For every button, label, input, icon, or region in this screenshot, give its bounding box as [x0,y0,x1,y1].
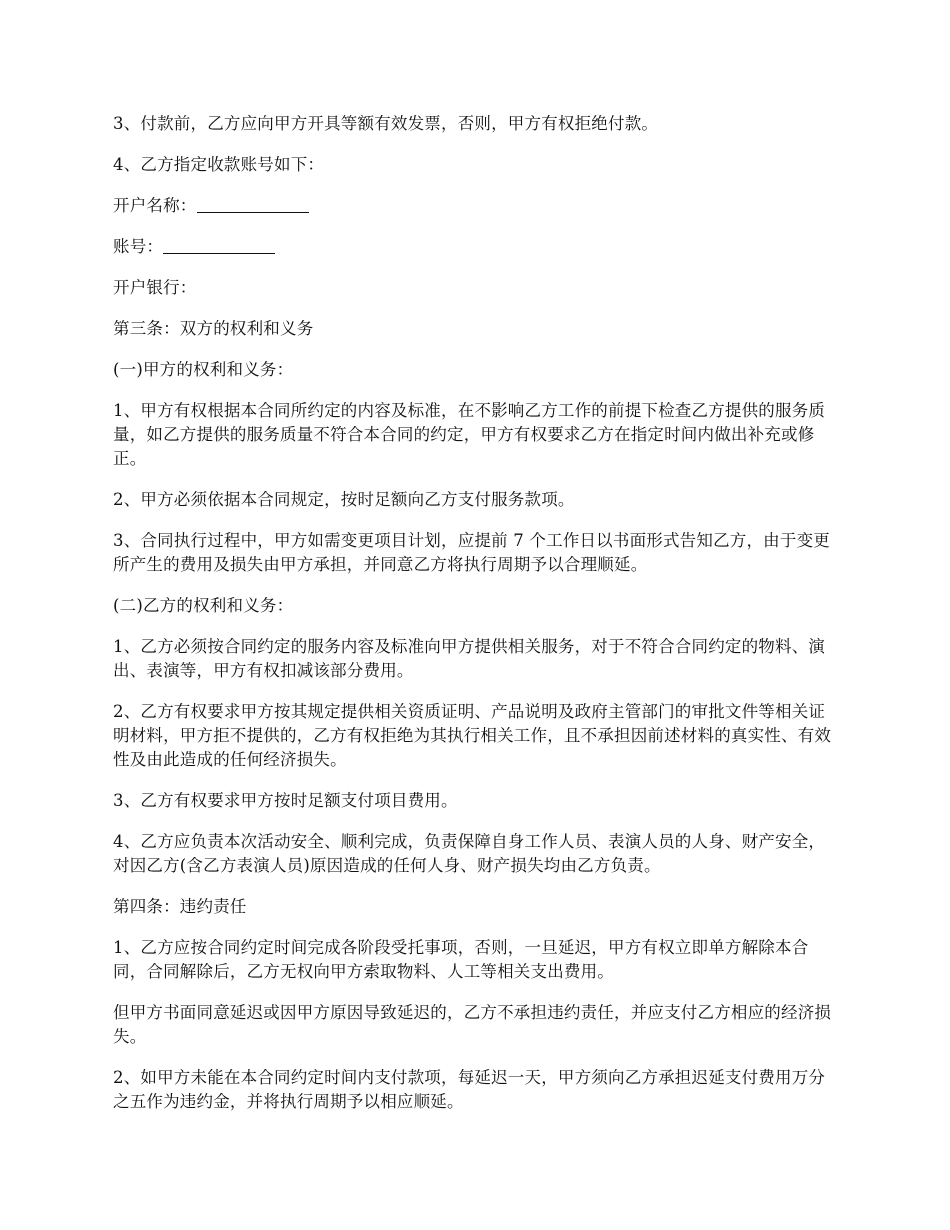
account-name-blank [197,196,309,213]
document-body [113,112,833,1131]
paragraph-account-number [113,235,833,259]
account-number-label: 账号： [113,237,164,256]
paragraph-b-4: 4、乙方应负责本次活动安全、顺利完成，负责保障自身工作人员、表演人员的人身、财产安全，对因乙方(含乙方表演人员)原因造成的任何人身、财产损失均由乙方负责。 [113,832,826,875]
account-number-blank [163,237,275,254]
paragraph-liability-exception: 但甲方书面同意延迟或因甲方原因导致延迟的，乙方不承担违约责任，并应支付乙方相应的经济损失。 [113,1003,832,1046]
paragraph-payment-invoice: 3、付款前，乙方应向甲方开具等额有效发票，否则，甲方有权拒绝付款。 [113,114,659,133]
paragraph-liability-1: 1、乙方应按合同约定时间完成各阶段受托事项，否则，一旦延迟，甲方有权立即单方解除本合同，合同解除后，乙方无权向甲方索取物料、人工等相关支出费用。 [113,938,809,981]
paragraph-account-intro: 4、乙方指定收款账号如下： [113,155,325,174]
account-name-label: 开户名称： [113,196,197,215]
paragraph-a-1: 1、甲方有权根据本合同所约定的内容及标准，在不影响乙方工作的前提下检查乙方提供的服务质量，如乙方提供的服务质量不符合本合同的约定，甲方有权要求乙方在指定时间内做出补充或修正。 [113,401,826,468]
paragraph-a-2: 2、甲方必须依据本合同规定，按时足额向乙方支付服务款项。 [113,490,575,509]
section-heading-rights: 第三条：双方的权利和义务 [113,319,314,338]
paragraph-b-3: 3、乙方有权要求甲方按时足额支付项目费用。 [113,791,458,810]
paragraph-liability-2: 2、如甲方未能在本合同约定时间内支付款项，每延迟一天，甲方须向乙方承担迟延支付费用万分之五作为违约金，并将执行周期予以相应顺延。 [113,1068,826,1111]
paragraph-b-1: 1、乙方必须按合同约定的服务内容及标准向甲方提供相关服务，对于不符合合同约定的物料、演出、表演等，甲方有权扣减该部分费用。 [113,637,826,680]
subheading-party-b: (二)乙方的权利和义务： [113,596,294,615]
paragraph-b-2: 2、乙方有权要求甲方按其规定提供相关资质证明、产品说明及政府主管部门的审批文件等相关证明材料，甲方拒不提供的，乙方有权拒绝为其执行相关工作，且不承担因前述材料的真实性、有效性及由此造成的任何经济损失。 [113,702,832,769]
paragraph-account-bank: 开户银行： [113,278,197,297]
section-heading-liability: 第四条：违约责任 [113,897,247,916]
paragraph-a-3: 3、合同执行过程中，甲方如需变更项目计划，应提前 7 个工作日以书面形式告知乙方，由于变更所产生的费用及损失由甲方承担，并同意乙方将执行周期予以合理顺延。 [113,531,830,574]
subheading-party-a: (一)甲方的权利和义务： [113,360,294,379]
paragraph-account-name [113,194,833,218]
